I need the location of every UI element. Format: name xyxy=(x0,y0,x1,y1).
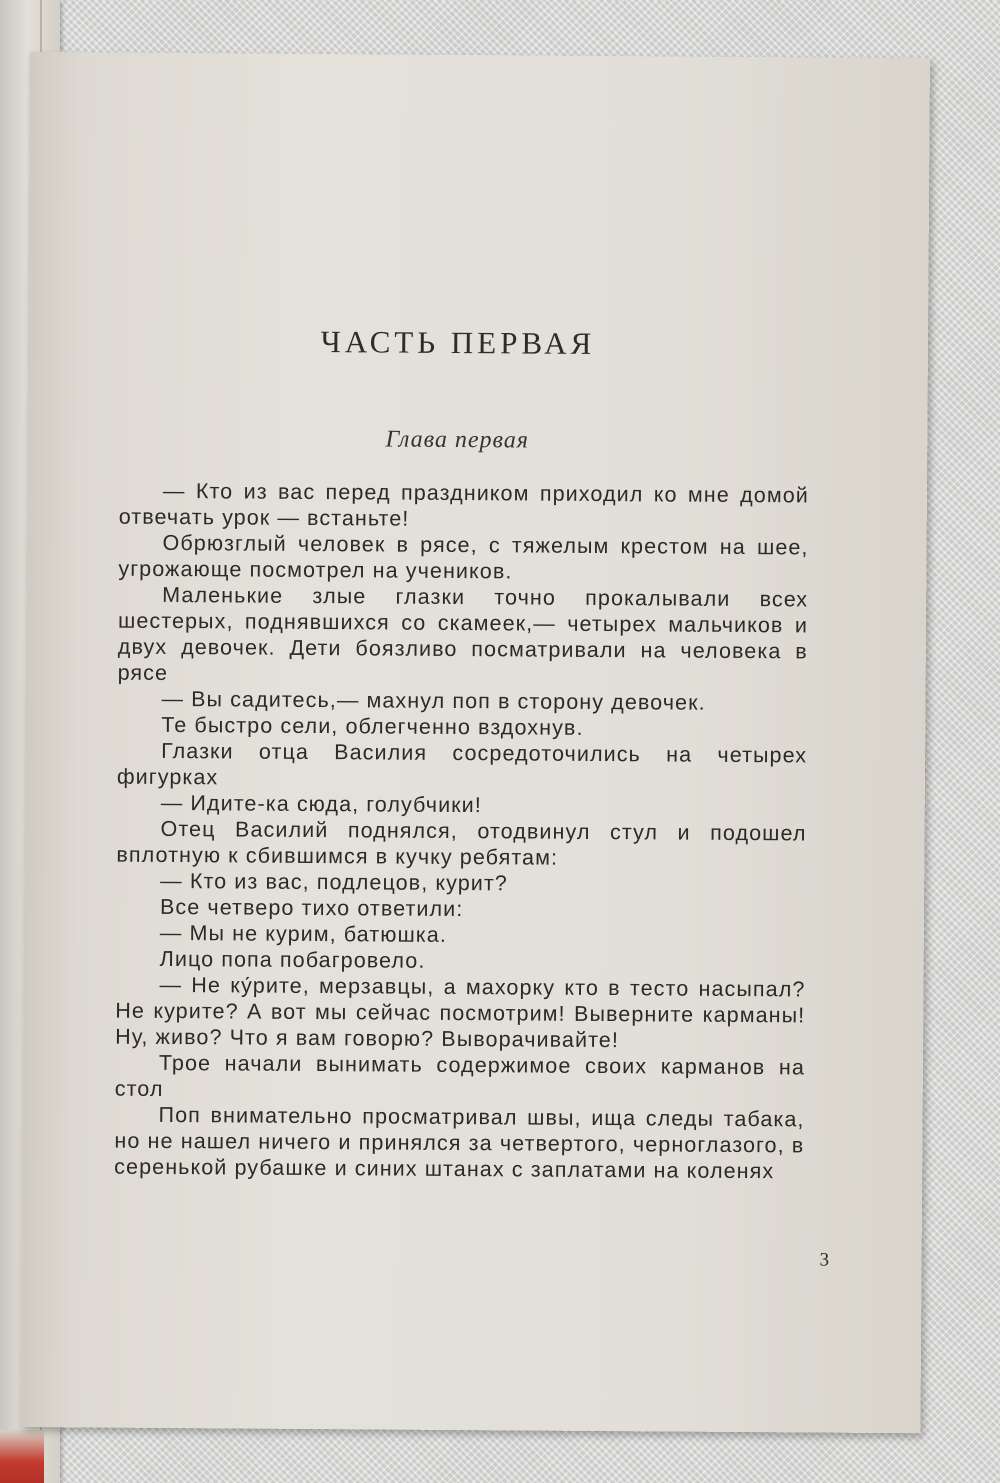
paragraph: Обрюзглый человек в рясе, с тяжелым крестом на шее, угрожающе посмотрел на учеников. xyxy=(118,530,809,584)
cover-red-corner xyxy=(0,1430,44,1483)
body-text xyxy=(114,478,809,1185)
book-page xyxy=(20,52,930,1433)
paragraph: — Кто из вас, подлецов, курит? xyxy=(160,868,509,896)
paragraph: Все четверо тихо ответили: xyxy=(159,894,464,922)
paragraph: — Не ку́рите, мерзавцы, а махорку кто в тесто насыпал? Не курите? А вот мы сейчас посмотрим! Выверните карманы! Ну, живо? Что я вам говорю? Выворачивайте! xyxy=(115,972,806,1053)
chapter-title: Глава первая xyxy=(385,426,530,454)
paragraph: — Кто из вас перед праздником приходил ко мне домой отвечать урок — встаньте! xyxy=(118,478,810,531)
paragraph: Глазки отца Василия сосредоточились на четырех фигурках xyxy=(116,738,808,790)
paragraph: — Идите-ка сюда, голубчики! xyxy=(160,790,483,818)
paragraph: Лицо попа побагровело. xyxy=(159,946,426,973)
paragraph: Те быстро сели, облегченно вздохнув. xyxy=(161,712,584,740)
paragraph: — Мы не курим, батюшка. xyxy=(159,920,448,947)
paragraph: Поп внимательно просматривал швы, ища следы табака, но не нашел ничего и принялся за четвертого, черноглазого, в серенькой рубашке и синих штанах с заплатами на коленях xyxy=(114,1102,805,1184)
paragraph: Отец Василий поднялся, отодвинул стул и подошел вплотную к сбившимся в кучку ребятам: xyxy=(116,816,807,870)
paragraph: Маленькие злые глазки точно прокалывали всех шестерых, поднявшихся со скамеек,— четырех мальчиков и двух девочек. Дети боязливо посматривали на человека в рясе xyxy=(117,582,809,685)
part-title: ЧАСТЬ ПЕРВАЯ xyxy=(320,324,596,361)
page-number: 3 xyxy=(819,1249,830,1271)
paragraph: — Вы садитесь,— махнул поп в сторону девочек. xyxy=(161,686,706,715)
paragraph: Трое начали вынимать содержимое своих карманов на стол xyxy=(114,1050,806,1101)
